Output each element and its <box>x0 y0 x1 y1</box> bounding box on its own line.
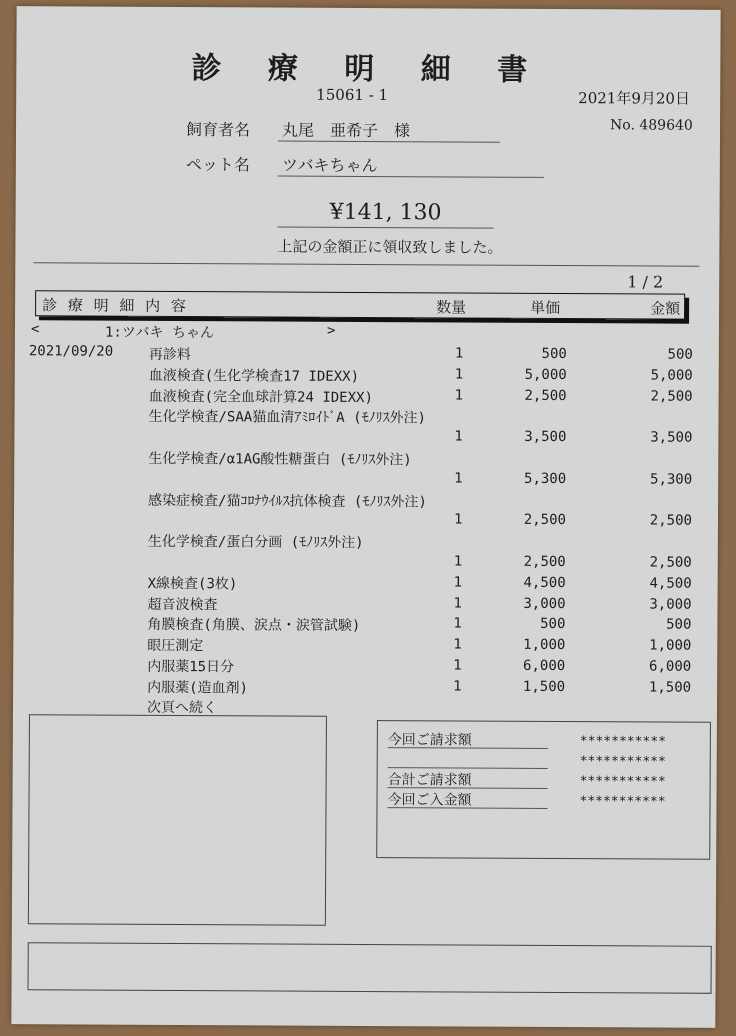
record-code: 15061 - 1 <box>316 85 389 105</box>
divider <box>33 262 699 266</box>
item-qty: 1 <box>453 657 462 674</box>
pet-name: ツバキちゃん <box>278 153 544 178</box>
item-qty: 1 <box>453 615 462 632</box>
item-unit-price: 2,500 <box>524 387 567 404</box>
item-qty: 1 <box>454 345 464 362</box>
item-unit-price: 2,500 <box>523 512 567 529</box>
item-amount: 500 <box>666 616 692 634</box>
patient-name: 1:ツバキ ちゃん <box>104 324 215 342</box>
header-item: 診 療 明 細 内 容 <box>42 296 189 316</box>
item-amount: 2,500 <box>649 554 692 571</box>
item-amount: 1,500 <box>648 679 692 696</box>
header-qty: 数量 <box>436 298 467 317</box>
summary-value: *********** <box>579 734 666 750</box>
summary-value: *********** <box>579 794 666 810</box>
summary-label: 今回ご入金額 <box>387 789 547 809</box>
pet-label: ペット名 <box>185 155 250 175</box>
total-amount: ¥141, 130 <box>278 200 494 229</box>
receipt-number: No. 489640 <box>610 117 693 134</box>
item-name: 生化学検査/SAA猫血清ｱﾐﾛｲﾄﾞA (ﾓﾉﾘｽ外注) <box>148 409 426 427</box>
item-name: 血液検査(完全血球計算24 IDEXX) <box>148 388 373 406</box>
item-name: 眼圧測定 <box>147 638 204 655</box>
item-amount: 500 <box>667 346 693 363</box>
owner-label: 飼育者名 <box>185 120 251 140</box>
item-amount: 2,500 <box>649 512 693 530</box>
header-unit-price: 単価 <box>530 298 561 318</box>
summary-label: 今回ご請求額 <box>388 729 548 749</box>
visit-date: 2021/09/20 <box>28 343 114 360</box>
item-amount: 1,000 <box>649 637 692 654</box>
summary-box <box>376 720 711 860</box>
item-name: 内服薬15日分 <box>147 658 235 676</box>
patient-next: > <box>326 322 336 339</box>
item-name: 生化学検査/α1AG酸性糖蛋白 (ﾓﾉﾘｽ外注) <box>148 450 412 469</box>
notes-box <box>28 714 327 926</box>
page-indicator: 1 / 2 <box>627 272 664 292</box>
item-unit-price: 5,000 <box>524 366 567 383</box>
item-amount: 2,500 <box>650 388 693 405</box>
item-amount: 4,500 <box>649 575 692 592</box>
item-qty: 1 <box>453 511 463 528</box>
item-amount: 6,000 <box>649 658 692 675</box>
item-unit-price: 500 <box>540 616 566 633</box>
document-title: 診 療 明 細 書 <box>191 51 546 88</box>
item-name: 生化学検査/蛋白分画 (ﾓﾉﾘｽ外注) <box>147 534 364 552</box>
header-amount: 金額 <box>650 299 681 318</box>
item-qty: 1 <box>453 595 463 612</box>
item-name: 血液検査(生化学検査17 IDEXX) <box>148 367 360 385</box>
item-name: 超音波検査 <box>147 596 218 613</box>
item-amount: 3,000 <box>649 596 692 613</box>
item-unit-price: 2,500 <box>523 553 566 571</box>
summary-value: *********** <box>579 754 666 770</box>
item-unit-price: 1,500 <box>522 678 566 695</box>
item-qty: 1 <box>454 470 463 487</box>
owner-name: 丸尾 亜希子 様 <box>278 118 500 143</box>
summary-value: *********** <box>579 774 666 790</box>
patient-prev: < <box>30 321 40 338</box>
issue-date: 2021年9月20日 <box>578 89 691 108</box>
item-unit-price: 4,500 <box>523 574 566 591</box>
continued-note: 次頁へ続く <box>146 699 218 717</box>
item-unit-price: 3,500 <box>524 429 567 446</box>
item-unit-price: 6,000 <box>523 657 566 675</box>
item-amount: 5,000 <box>650 367 693 384</box>
receipt-paper <box>11 6 720 1028</box>
item-qty: 1 <box>453 574 463 591</box>
summary-label <box>388 749 548 769</box>
item-qty: 1 <box>453 678 462 695</box>
item-name: 内服薬(造血剤) <box>147 679 249 697</box>
item-amount: 5,300 <box>650 471 693 488</box>
item-name: 再診料 <box>148 346 191 364</box>
item-qty: 1 <box>454 428 463 445</box>
item-unit-price: 3,000 <box>523 595 566 612</box>
summary-label: 合計ご請求額 <box>388 769 548 789</box>
item-qty: 1 <box>453 553 463 570</box>
item-name: X線検査(3枚) <box>147 575 238 593</box>
item-qty: 1 <box>453 636 462 653</box>
item-amount: 3,500 <box>650 429 693 446</box>
item-qty: 1 <box>454 366 464 383</box>
item-unit-price: 500 <box>541 345 567 363</box>
item-unit-price: 1,000 <box>523 637 566 654</box>
table-header <box>35 290 685 319</box>
footer-box <box>28 942 712 994</box>
item-name: 角膜検査(角膜、涙点・涙管試験) <box>147 617 361 635</box>
received-statement: 上記の金額正に領収致しました。 <box>277 237 503 257</box>
item-unit-price: 5,300 <box>524 470 567 487</box>
item-qty: 1 <box>454 387 464 404</box>
item-name: 感染症検査/猫ｺﾛﾅｳｲﾙｽ抗体検査 (ﾓﾉﾘｽ外注) <box>148 492 427 510</box>
